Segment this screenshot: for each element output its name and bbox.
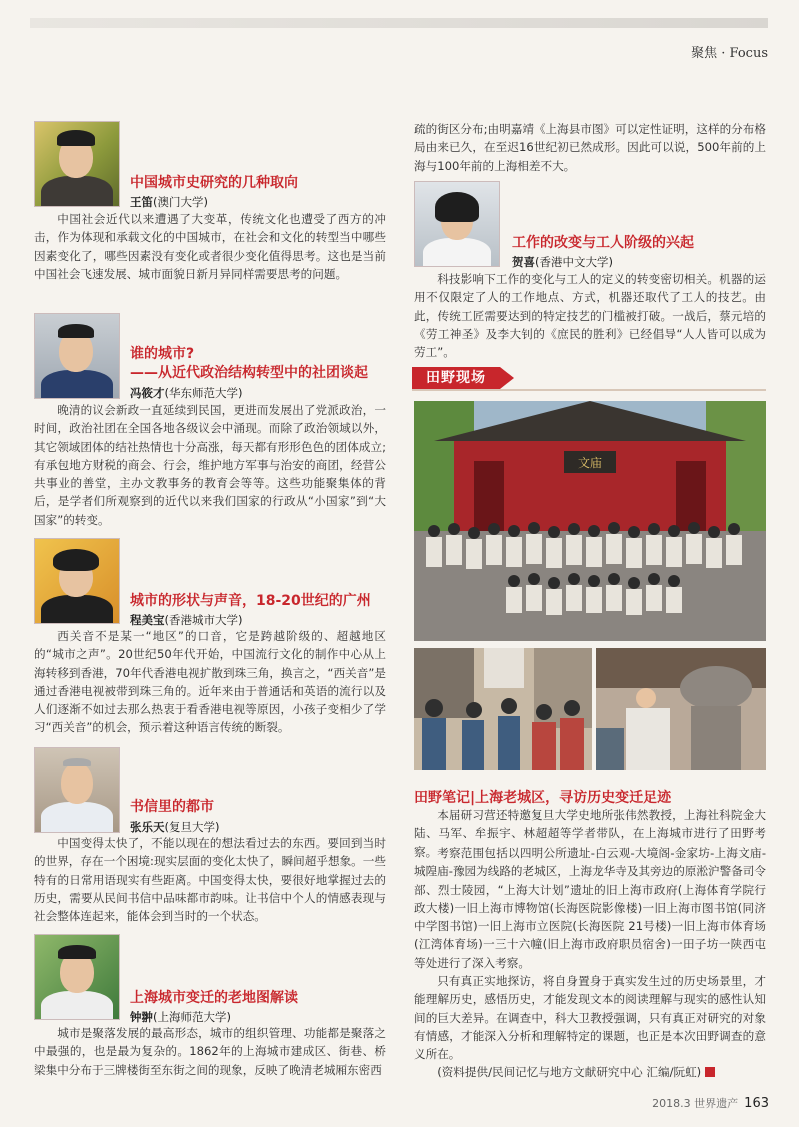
article-title: 工作的改变与工人阶级的兴起 [512, 235, 694, 251]
field-notes-title: 田野笔记|上海老城区，寻访历史变迁足迹 [414, 790, 672, 806]
article-paragraph: 中国社会近代以来遭遇了大变革，传统文化也遭受了西方的冲击，作为体现和承载文化的中国城市，在社会和文化的转型当中哪些因素变化了，哪些因素没有变化或者很少变化值得思考。这也是当前中国社会飞速发展、城市面貌日新月异同样需要思考的问题。 [34, 212, 386, 281]
portrait-wang-di [34, 121, 120, 207]
article-title: 书信里的都市 [130, 799, 214, 815]
stone-photo-art [596, 648, 766, 770]
article-title: 上海城市变迁的老地图解读 [130, 990, 298, 1006]
field-section-rule [412, 389, 766, 391]
issue-label: 2018.3 世界遗产 [652, 1097, 739, 1110]
street-photo [414, 648, 592, 770]
page-number: 163 [744, 1096, 769, 1111]
article-title: 谁的城市? [130, 346, 195, 362]
section-header: 聚焦 · Focus [691, 46, 768, 61]
article-author: 钟翀(上海师范大学) [130, 1010, 231, 1024]
field-section-banner: 田野现场 [412, 367, 500, 389]
article-title: 中国城市史研究的几种取向 [130, 175, 298, 191]
article-author: 程美宝(香港城市大学) [130, 613, 243, 627]
page-footer [652, 1095, 769, 1111]
field-paragraph: 只有真正实地探访，将自身置身于真实发生过的历史场景里，才能理解历史，感悟历史，才能发现文本的阅读理解与现实的感性认知间的巨大差异。在调查中，科大卫教授强调，只有真正对研究的对象有情感，才能深入分析和理解特定的课题，也正是本次田野调查的意义所在。 [414, 974, 766, 1062]
field-credit: (资料提供/民间记忆与地方文献研究中心 汇编/阮虹) [414, 1063, 766, 1081]
continued-paragraph: 疏的街区分布;由明嘉靖《上海县市图》可以定性证明，这样的分布格局由来已久，在至迟16世纪初已然成形。因此可以说，500年前的上海与100年前的上海相差不大。 [414, 122, 766, 173]
field-paragraph: 考察范围包括以四明公所遗址-白云观-大境阁-金家坊-上海文庙-城隍庙-豫园为线路的老城区，上海龙华寺及其旁边的原淞沪警备司令部、烈士陵园，“上海大计划”遗址的旧上海市政府(上海体育学院行政大楼)一旧上海市博物馆(长海医院影像楼)一旧上海市图书馆(同济中学图书馆)一旧上海市立医院(长海医院 21号楼)一旧上海市体育场(江湾体育场)一三十六幢(旧上海市政府职员宿舍)一田子坊一陕西屯等处进行了深入考察。 [414, 846, 766, 970]
top-rule [30, 18, 768, 28]
article-paragraph: 晚清的议会新政一直延续到民国，更进而发展出了党派政治，一时间，政治社团在全国各地各级议会中涌现。而除了政治领域以外，其它领域团体的结社热情也十分高涨，每天都有形形色色的团体成立;有承包地方财税的商会、行会，维护地方军事与治安的商团，经营公共事业的善堂，主办文教事务的教育会等等。这些功能聚集体的背后，是学者们所观察到的近代以来我们国家的行政从“小国家”到“大国家”的转变。 [34, 403, 386, 527]
street-photo-art [414, 648, 592, 770]
article-paragraph: 中国变得太快了，不能以现在的想法看过去的东西。要回到当时的世界，存在一个困境:现实层面的变化太快了，瞬间超乎想象。一些特有的日常用语现实有些距离。中国变得太快，要很好地掌握过去的历史，需要从民间书信中品味都市韵味。让书信中个人的情感表现与社会整体连起来，能体会到当时的一个状态。 [34, 836, 386, 924]
article-author: 张乐天(复旦大学) [130, 820, 220, 834]
portrait-zhang-letian [34, 747, 120, 833]
portrait-cheng-meibao [34, 538, 120, 624]
article-subtitle: ——从近代政治结构转型中的社团谈起 [130, 365, 368, 381]
article-author: 冯筱才(华东师范大学) [130, 386, 243, 400]
article-paragraph: 西关音不是某一“地区”的口音，它是跨越阶级的、超越地区的“城市之声”。20世纪50年代开始，中国流行文化的制作中心从上海转移到香港，70年代香港电视扩散到珠三角，换言之，“西关音”是通过香港电视被带到珠三角的。近年来由于普通话和英语的流行以及人们逐渐不如过去那么热衷于看香港电视等原因，小孩子变相少了学习“西关音”的机会，预示着这种语言传统的断裂。 [34, 629, 386, 735]
temple-plaque: 文庙 [577, 456, 603, 470]
article-author: 贺喜(香港中文大学) [512, 255, 613, 269]
article-paragraph: 城市是聚落发展的最高形态，城市的组织管理、功能都是聚落之中最强的，也是最为复杂的。1862年的上海城市建成区、街巷、桥梁集中分布于三牌楼街至东街之间的现象，反映了晚清老城厢东密西 [34, 1026, 386, 1077]
stone-photo [596, 648, 766, 770]
portrait-he-xi [414, 181, 500, 267]
portrait-zhong-chong [34, 934, 120, 1020]
article-title: 城市的形状与声音，18-20世纪的广州 [130, 593, 371, 609]
field-paragraph: 本届研习营还特邀复旦大学史地所张伟然教授，上海社科院金大陆、马军、牟振宇、林超超等学者带队，在上海城市进行了田野考察。 [414, 808, 766, 859]
article-paragraph: 科技影响下工作的变化与工人的定义的转变密切相关。机器的运用不仅限定了人的工作地点、方式，机器还取代了工人的技艺。由此，传统工匠需要达到的特定技艺的门槛被打破。一战后，蔡元培的《劳工神圣》及李大钊的《庶民的胜利》已经倡导“人人皆可以成为劳工”。 [414, 272, 766, 360]
article-author: 王笛(澳门大学) [130, 195, 208, 209]
group-photo [414, 401, 766, 641]
portrait-feng-xiaocai [34, 313, 120, 399]
group-photo-art [414, 401, 766, 641]
end-mark-icon [705, 1067, 715, 1077]
